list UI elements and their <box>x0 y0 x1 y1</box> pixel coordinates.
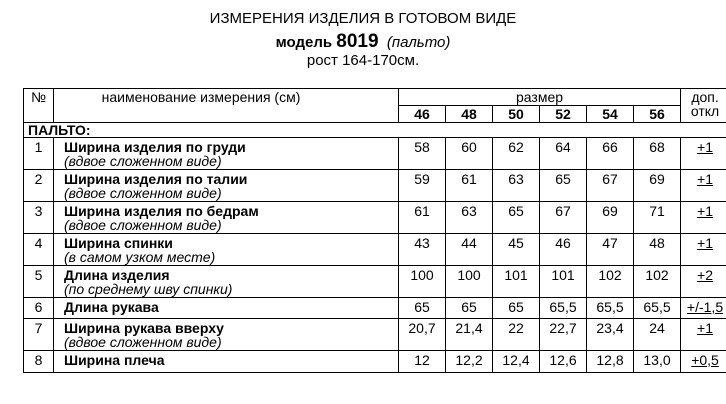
measurement-note: (вдвое сложенном виде) <box>64 153 222 169</box>
row-number: 2 <box>24 170 54 202</box>
measurement-name-cell <box>54 319 399 351</box>
size-header-54: 54 <box>587 106 634 123</box>
value-size-48: 12,2 <box>446 351 493 373</box>
table-row <box>24 298 726 319</box>
value-size-46: 58 <box>399 138 446 170</box>
size-header-52: 52 <box>540 106 587 123</box>
value-size-56: 69 <box>634 170 681 202</box>
value-size-50: 65 <box>493 298 540 319</box>
value-size-54: 47 <box>587 234 634 266</box>
value-size-56: 48 <box>634 234 681 266</box>
height-range: рост 164-170см. <box>306 52 420 69</box>
value-size-48: 61 <box>446 170 493 202</box>
tolerance-value: +1 <box>697 203 714 219</box>
row-number: 7 <box>24 319 54 351</box>
measurement-note: (в самом узком месте) <box>64 249 216 265</box>
value-size-48: 21,4 <box>446 319 493 351</box>
tolerance-value: +1 <box>697 139 714 155</box>
value-size-54: 65,5 <box>587 298 634 319</box>
measurement-name: Ширина рукава вверху <box>64 320 224 336</box>
tolerance-cell <box>681 138 726 170</box>
table-row <box>24 266 726 298</box>
value-size-52: 12,6 <box>540 351 587 373</box>
value-size-50: 62 <box>493 138 540 170</box>
value-size-54: 69 <box>587 202 634 234</box>
row-number: 6 <box>24 298 54 319</box>
value-size-52: 46 <box>540 234 587 266</box>
section-label: ПАЛЬТО: <box>24 123 726 138</box>
size-header-46: 46 <box>399 106 446 123</box>
tolerance-value: +1 <box>697 171 714 187</box>
measurements-table <box>23 88 726 373</box>
value-size-46: 20,7 <box>399 319 446 351</box>
tolerance-cell <box>681 170 726 202</box>
value-size-52: 65 <box>540 170 587 202</box>
value-size-50: 65 <box>493 202 540 234</box>
value-size-52: 65,5 <box>540 298 587 319</box>
row-number: 8 <box>24 351 54 373</box>
measurement-name: Длина изделия <box>64 267 170 283</box>
col-header-name: наименование измерения (см) <box>54 89 399 123</box>
value-size-54: 102 <box>587 266 634 298</box>
table-row <box>24 170 726 202</box>
tolerance-value: +2 <box>697 267 714 283</box>
value-size-54: 66 <box>587 138 634 170</box>
value-size-46: 12 <box>399 351 446 373</box>
col-header-size: размер <box>399 89 681 106</box>
size-header-48: 48 <box>446 106 493 123</box>
measurement-note: (по среднему шву спинки) <box>64 281 233 297</box>
tolerance-value: +0,5 <box>691 352 719 368</box>
table-row <box>24 351 726 373</box>
measurement-name-cell <box>54 170 399 202</box>
tolerance-cell <box>681 234 726 266</box>
row-number: 5 <box>24 266 54 298</box>
value-size-52: 101 <box>540 266 587 298</box>
tolerance-cell <box>681 202 726 234</box>
model-type: (пальто) <box>386 34 451 51</box>
document-title: ИЗМЕРЕНИЯ ИЗДЕЛИЯ В ГОТОВОМ ВИДЕ <box>209 10 517 27</box>
tolerance-label-1: доп. <box>691 89 719 105</box>
value-size-48: 44 <box>446 234 493 266</box>
table-row <box>24 138 726 170</box>
measurement-name-cell <box>54 266 399 298</box>
value-size-46: 59 <box>399 170 446 202</box>
tolerance-cell <box>681 319 726 351</box>
size-header-50: 50 <box>493 106 540 123</box>
measurement-name: Ширина изделия по талии <box>64 171 248 187</box>
value-size-56: 65,5 <box>634 298 681 319</box>
value-size-48: 100 <box>446 266 493 298</box>
tolerance-cell <box>681 266 726 298</box>
value-size-46: 100 <box>399 266 446 298</box>
table-row <box>24 202 726 234</box>
value-size-48: 63 <box>446 202 493 234</box>
model-number: 8019 <box>336 31 379 52</box>
tolerance-value: +1 <box>697 235 714 251</box>
tolerance-cell <box>681 298 726 319</box>
model-label: модель <box>275 34 333 51</box>
table-row <box>24 319 726 351</box>
value-size-52: 64 <box>540 138 587 170</box>
value-size-54: 23,4 <box>587 319 634 351</box>
size-header-56: 56 <box>634 106 681 123</box>
value-size-56: 71 <box>634 202 681 234</box>
value-size-56: 13,0 <box>634 351 681 373</box>
value-size-50: 45 <box>493 234 540 266</box>
value-size-52: 67 <box>540 202 587 234</box>
row-number: 3 <box>24 202 54 234</box>
measurement-name-cell <box>54 351 399 373</box>
measurement-name-cell <box>54 298 399 319</box>
tolerance-value: +/-1,5 <box>686 299 724 315</box>
value-size-46: 65 <box>399 298 446 319</box>
value-size-54: 12,8 <box>587 351 634 373</box>
value-size-54: 67 <box>587 170 634 202</box>
measurement-name: Ширина изделия по груди <box>64 139 246 155</box>
value-size-48: 65 <box>446 298 493 319</box>
measurement-name-cell <box>54 138 399 170</box>
measurement-name: Ширина изделия по бедрам <box>64 203 259 219</box>
measurement-name: Ширина спинки <box>64 235 173 251</box>
measurement-name: Ширина плеча <box>64 352 165 368</box>
table-row <box>24 234 726 266</box>
value-size-50: 22 <box>493 319 540 351</box>
measurement-name-cell <box>54 234 399 266</box>
col-header-tolerance <box>681 89 726 123</box>
value-size-50: 101 <box>493 266 540 298</box>
col-header-number: № <box>24 89 54 123</box>
value-size-46: 61 <box>399 202 446 234</box>
model-line <box>0 32 726 51</box>
row-number: 4 <box>24 234 54 266</box>
value-size-56: 24 <box>634 319 681 351</box>
measurement-name: Длина рукава <box>64 299 159 315</box>
value-size-50: 12,4 <box>493 351 540 373</box>
measurement-name-cell <box>54 202 399 234</box>
tolerance-label-2: откл <box>690 103 720 119</box>
measurement-note: (вдвое сложенном виде) <box>64 185 222 201</box>
value-size-52: 22,7 <box>540 319 587 351</box>
value-size-48: 60 <box>446 138 493 170</box>
tolerance-cell <box>681 351 726 373</box>
value-size-46: 43 <box>399 234 446 266</box>
value-size-56: 68 <box>634 138 681 170</box>
tolerance-value: +1 <box>697 320 714 336</box>
measurement-note: (вдвое сложенном виде) <box>64 217 222 233</box>
value-size-50: 63 <box>493 170 540 202</box>
value-size-56: 102 <box>634 266 681 298</box>
row-number: 1 <box>24 138 54 170</box>
measurement-note: (вдвое сложенном виде) <box>64 334 222 350</box>
